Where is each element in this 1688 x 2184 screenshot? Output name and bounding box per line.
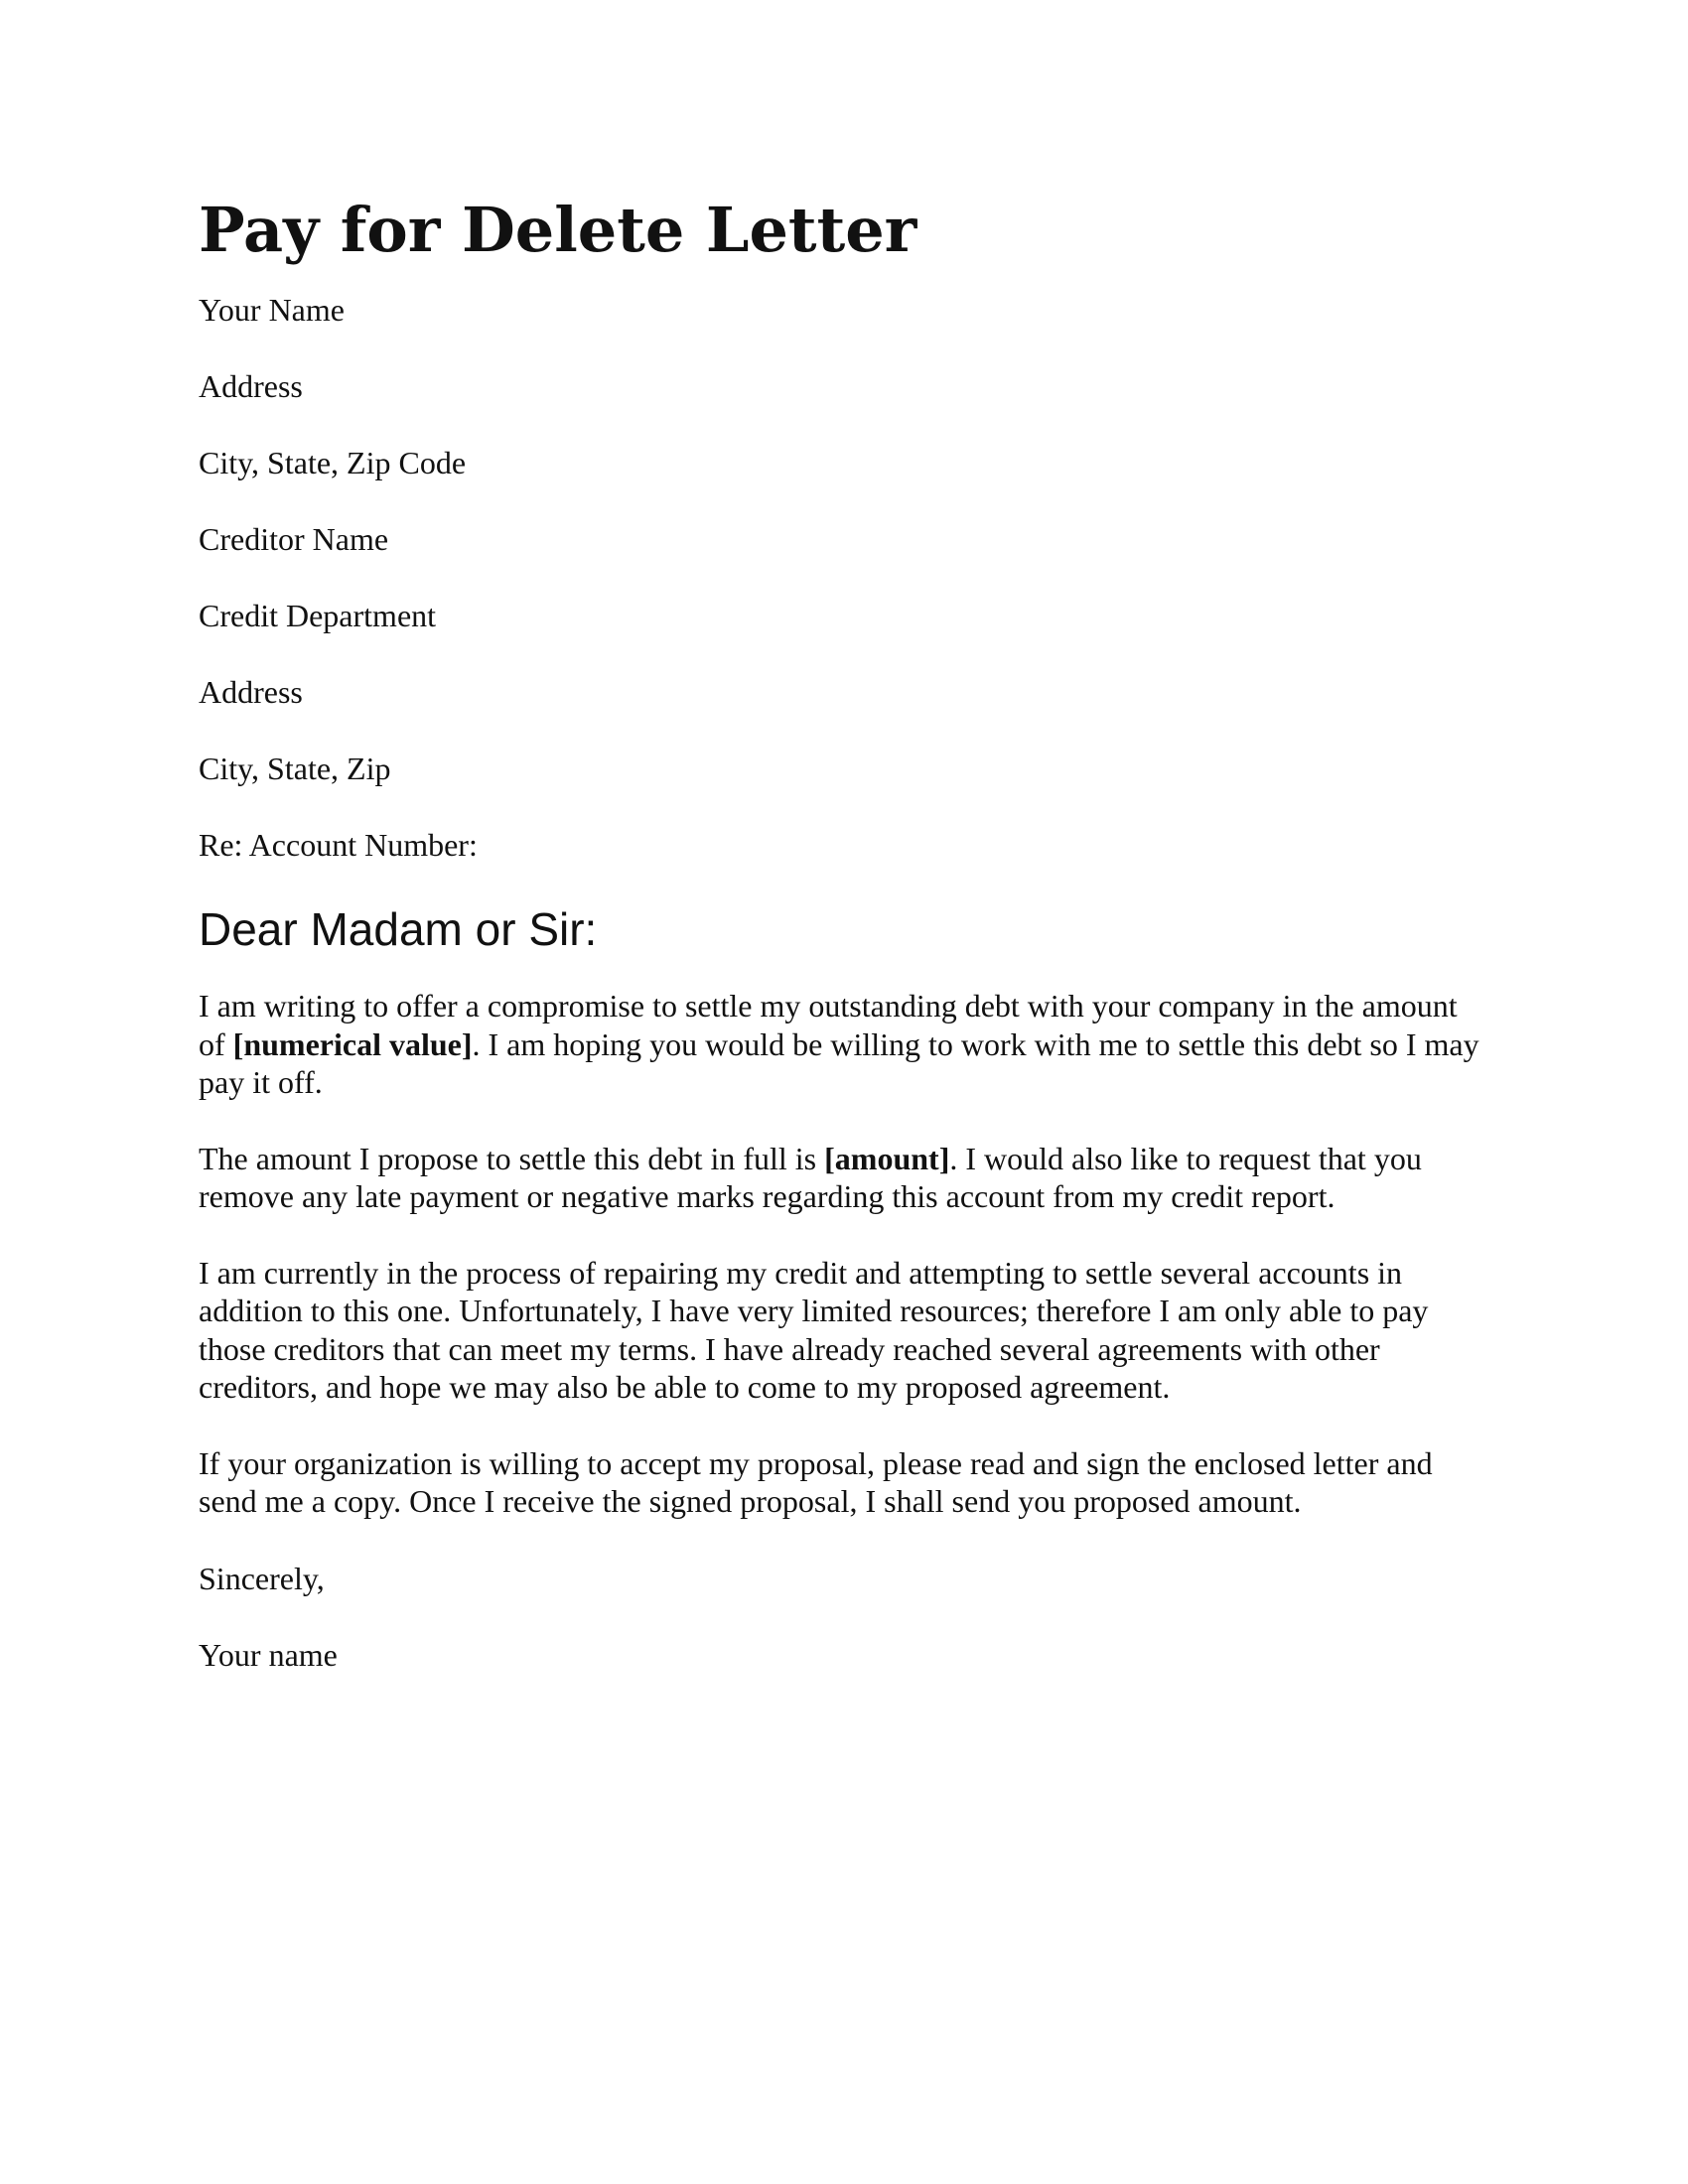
paragraph-2 [199, 1140, 1489, 1216]
paragraph-2-text-b: . I would also like to request that you remove any late payment or negative marks regarding this account from my credit report. [199, 1140, 1422, 1214]
sender-city-state-zip: City, State, Zip Code [199, 445, 467, 480]
paragraph-2-text-a: The amount I propose to settle this debt in full is [199, 1140, 825, 1176]
paragraph-1-text-a: I am writing to offer a compromise to settle my outstanding debt with your company in the amount of [199, 988, 1458, 1062]
paragraph-1-text-b: . I am hoping you would be willing to work with me to settle this debt so I may pay it off. [199, 1025, 1479, 1100]
signature-name: Your name [199, 1636, 338, 1673]
account-reference: Re: Account Number: [199, 827, 478, 863]
paragraph-1 [199, 987, 1489, 1102]
closing: Sincerely, [199, 1560, 325, 1596]
paragraph-3: I am currently in the process of repairing my credit and attempting to settle several accounts in addition to this one. Unfortunately, I have very limited resources; therefore I am only able to pay those creditors that can meet my terms. I have already reached several agreements with other creditors, and hope we may also be able to come to my proposed agreement. [199, 1254, 1429, 1405]
numerical-value-placeholder: [numerical value] [232, 1025, 473, 1062]
creditor-address: Address [199, 674, 303, 710]
paragraph-4: If your organization is willing to accept my proposal, please read and sign the enclosed letter and send me a copy. Once I receive the signed proposal, I shall send you proposed amount. [199, 1444, 1433, 1519]
creditor-name: Creditor Name [199, 521, 389, 557]
letter-page [199, 191, 1489, 1711]
creditor-department: Credit Department [199, 598, 437, 633]
amount-placeholder: [amount] [824, 1140, 950, 1176]
letter-title: Pay for Delete Letter [199, 194, 917, 266]
sender-name: Your Name [199, 292, 345, 328]
sender-address: Address [199, 368, 303, 404]
creditor-city-state-zip: City, State, Zip [199, 751, 391, 786]
salutation: Dear Madam or Sir: [199, 903, 598, 955]
